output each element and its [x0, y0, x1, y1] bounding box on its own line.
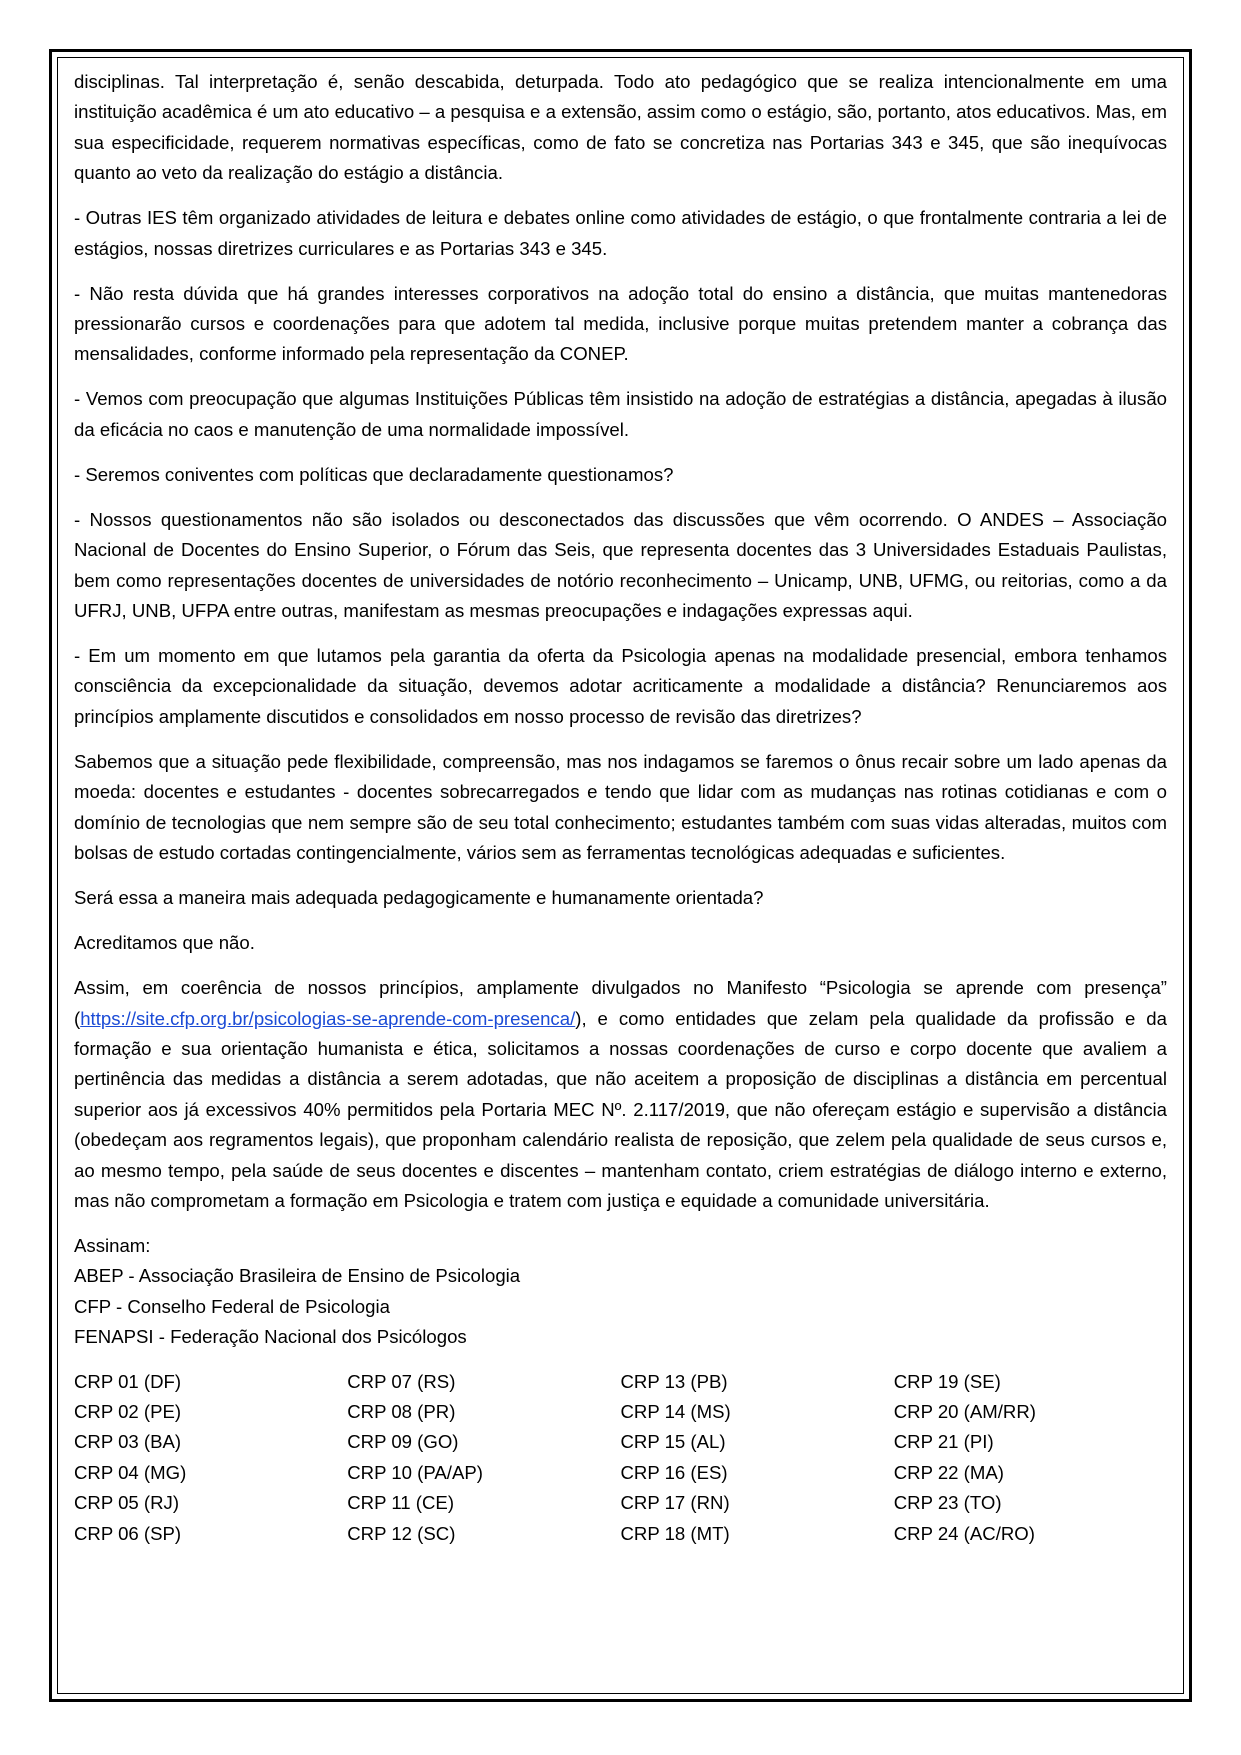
crp-item: CRP 22 (MA)	[893, 1461, 1004, 1483]
crp-item: CRP 14 (MS)	[620, 1400, 731, 1422]
crp-item: CRP 05 (RJ)	[74, 1492, 180, 1514]
closing-text-after-link: ), e como entidades que zelam pela qualidade da profissão e da formação e sua orientação humanista e ética, solicitamos a nossas coordenações de curso e corpo docente que avaliem a pertinência das medidas a distância a serem adotadas, que não aceitem a proposição de disciplinas a distância em percentual superior aos já excessivos 40% permitidos pela Portaria MEC Nº. 2.117/2019, que não ofereçam estágio e supervisão a distância (obedeçam aos regramentos legais), que proponham calendário realista de reposição, que zelem pela qualidade de seus cursos e, ao mesmo tempo, pela saúde de seus docentes e discentes – mantenham contato, criem estratégias de diálogo interno e externo, mas não comprometam a formação em Psicologia e tratem com justiça e equidade a comunidade universitária.	[74, 1007, 1167, 1211]
signatories-heading: Assinam:	[74, 1234, 151, 1256]
paragraph: - Outras IES têm organizado atividades de leitura e debates online como atividades de estágio, o que frontalmente contraria a lei de estágios, nossas diretrizes curriculares e as Portarias 343 e 345.	[74, 207, 1167, 259]
paragraph: - Vemos com preocupação que algumas Instituições Públicas têm insistido na adoção de estratégias a distância, apegadas à ilusão da eficácia no caos e manutenção de uma normalidade impossível.	[74, 388, 1167, 440]
crp-column	[621, 1367, 894, 1549]
crp-item: CRP 19 (SE)	[893, 1370, 1001, 1392]
crp-item: CRP 12 (SC)	[347, 1522, 456, 1544]
paragraph: - Em um momento em que lutamos pela garantia da oferta da Psicologia apenas na modalidade presencial, embora tenhamos consciência da excepcionalidade da situação, devemos adotar acriticamente a modalidade a distância? Renunciaremos aos princípios amplamente discutidos e consolidados em nosso processo de revisão das diretrizes?	[74, 645, 1167, 727]
crp-item: CRP 06 (SP)	[74, 1522, 182, 1544]
paragraph: Acreditamos que não.	[74, 932, 255, 954]
crp-item: CRP 07 (RS)	[347, 1370, 456, 1392]
signatory-org: FENAPSI - Federação Nacional dos Psicólogos	[74, 1326, 467, 1348]
paragraph: - Não resta dúvida que há grandes interesses corporativos na adoção total do ensino a distância, que muitas mantenedoras pressionarão cursos e coordenações para que adotem tal medida, inclusive porque muitas pretendem manter a cobrança das mensalidades, conforme informado pela representação da CONEP.	[74, 282, 1167, 365]
paragraph: Será essa a maneira mais adequada pedagogicamente e humanamente orientada?	[74, 887, 764, 909]
crp-item: CRP 24 (AC/RO)	[893, 1522, 1035, 1544]
crp-item: CRP 01 (DF)	[74, 1370, 182, 1392]
crp-item: CRP 13 (PB)	[620, 1370, 728, 1392]
crp-item: CRP 11 (CE)	[347, 1492, 455, 1514]
signatory-org: CFP - Conselho Federal de Psicologia	[74, 1295, 390, 1317]
crp-item: CRP 08 (PR)	[347, 1400, 456, 1422]
manifesto-link[interactable]: https://site.cfp.org.br/psicologias-se-aprende-com-presenca/	[80, 1007, 576, 1029]
crp-column	[74, 1367, 347, 1549]
signatories-block	[74, 1231, 1167, 1353]
signatory-org: ABEP - Associação Brasileira de Ensino de Psicologia	[74, 1265, 521, 1287]
crp-item: CRP 16 (ES)	[620, 1461, 728, 1483]
crp-item: CRP 17 (RN)	[620, 1492, 730, 1514]
crp-item: CRP 21 (PI)	[893, 1431, 994, 1453]
closing-text-before-link: Assim, em coerência de nossos princípios, amplamente divulgados no Manifesto “Psicologia se aprende com presença” (	[74, 977, 1167, 1029]
crp-column	[894, 1367, 1167, 1549]
crp-item: CRP 02 (PE)	[74, 1400, 182, 1422]
crp-item: CRP 15 (AL)	[620, 1431, 726, 1453]
paragraph: - Nossos questionamentos não são isolados ou desconectados das discussões que vêm ocorrendo. O ANDES – Associação Nacional de Docentes do Ensino Superior, o Fórum das Seis, que representa docentes das 3 Universidades Estaduais Paulistas, bem como representações docentes de universidades de notório reconhecimento – Unicamp, UNB, UFMG, ou reitorias, como a da UFRJ, UNB, UFPA entre outras, manifestam as mesmas preocupações e indagações expressas aqui.	[74, 508, 1167, 622]
crp-item: CRP 23 (TO)	[893, 1492, 1002, 1514]
crp-item: CRP 20 (AM/RR)	[893, 1400, 1036, 1422]
paragraph: - Seremos coniventes com políticas que declaradamente questionamos?	[74, 463, 674, 485]
closing-paragraph	[74, 973, 1167, 1216]
crp-item: CRP 03 (BA)	[74, 1431, 182, 1453]
crp-column	[347, 1367, 620, 1549]
paragraph: disciplinas. Tal interpretação é, senão descabida, deturpada. Todo ato pedagógico que se realiza intencionalmente em uma instituição acadêmica é um ato educativo – a pesquisa e a extensão, assim como o estágio, são, portanto, atos educativos. Mas, em sua especificidade, requerem normativas específicas, como de fato se concretiza nas Portarias 343 e 345, que são inequívocas quanto ao veto da realização do estágio a distância.	[74, 71, 1167, 184]
crp-signatories-grid	[74, 1367, 1167, 1549]
paragraph: Sabemos que a situação pede flexibilidade, compreensão, mas nos indagamos se faremos o ônus recair sobre um lado apenas da moeda: docentes e estudantes - docentes sobrecarregados e tendo que lidar com as mudanças nas rotinas cotidianas e com o domínio de tecnologias que nem sempre são de seu total conhecimento; estudantes também com suas vidas alteradas, muitos com bolsas de estudo cortadas contingencialmente, vários sem as ferramentas tecnológicas adequadas e suficientes.	[74, 750, 1167, 864]
crp-item: CRP 09 (GO)	[347, 1431, 459, 1453]
document-body	[74, 67, 1167, 1549]
crp-item: CRP 18 (MT)	[620, 1522, 730, 1544]
crp-item: CRP 04 (MG)	[74, 1461, 187, 1483]
crp-item: CRP 10 (PA/AP)	[347, 1461, 483, 1483]
